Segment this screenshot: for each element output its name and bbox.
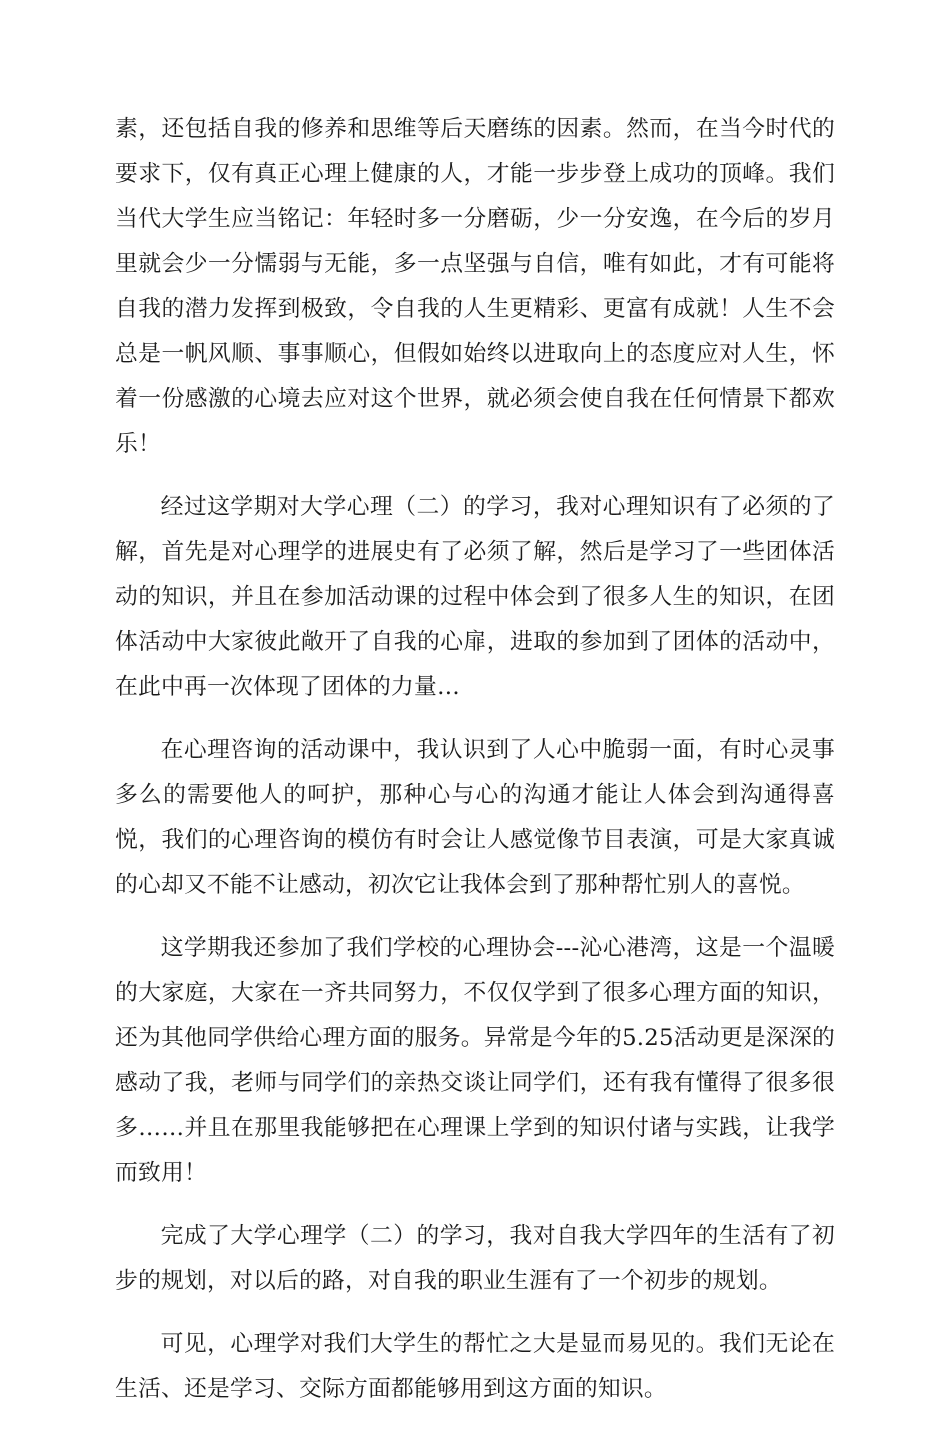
paragraph-career-planning: 完成了大学心理学（二）的学习，我对自我大学四年的生活有了初步的规划，对以后的路，对自我的职业生涯有了一个初步的规划。 xyxy=(115,1223,835,1294)
paragraph-study-reflection: 经过这学期对大学心理（二）的学习，我对心理知识有了必须的了解，首先是对心理学的进展史有了必须了解，然后是学习了一些团体活动的知识，并且在参加活动课的过程中体会到了很多人生的知识，在团体活动中大家彼此敞开了自我的心扉，进取的参加到了团体的活动中，在此中再一次体现了团体的力量… xyxy=(115,494,835,700)
paragraph-continued: 素，还包括自我的修养和思维等后天磨练的因素。然而，在当今时代的要求下，仅有真正心理上健康的人，才能一步步登上成功的顶峰。我们当代大学生应当铭记：年轻时多一分磨砺，少一分安逸，在今后的岁月里就会少一分懦弱与无能，多一点坚强与自信，唯有如此，才有可能将自我的潜力发挥到极致，令自我的人生更精彩、更富有成就！人生不会总是一帆风顺、事事顺心，但假如始终以进取向上的态度应对人生，怀着一份感激的心境去应对这个世界，就必须会使自我在任何情景下都欢乐！ xyxy=(115,116,835,457)
paragraph-psychology-association: 这学期我还参加了我们学校的心理协会---沁心港湾，这是一个温暖的大家庭，大家在一齐共同努力，不仅仅学到了很多心理方面的知识，还为其他同学供给心理方面的服务。异常是今年的5.25活动更是深深的感动了我，老师与同学们的亲热交谈让同学们，还有我有懂得了很多很多……并且在那里我能够把在心理课上学到的知识付诸与实践，让我学而致用！ xyxy=(115,935,835,1186)
paragraph-conclusion: 可见，心理学对我们大学生的帮忙之大是显而易见的。我们无论在生活、还是学习、交际方面都能够用到这方面的知识。 xyxy=(115,1331,835,1402)
paragraph-counseling-activity: 在心理咨询的活动课中，我认识到了人心中脆弱一面，有时心灵事多么的需要他人的呵护，那种心与心的沟通才能让人体会到沟通得喜悦，我们的心理咨询的模仿有时会让人感觉像节目表演，可是大家真诚的心却又不能不让感动，初次它让我体会到了那种帮忙别人的喜悦。 xyxy=(115,737,835,898)
document-body xyxy=(115,107,835,1430)
